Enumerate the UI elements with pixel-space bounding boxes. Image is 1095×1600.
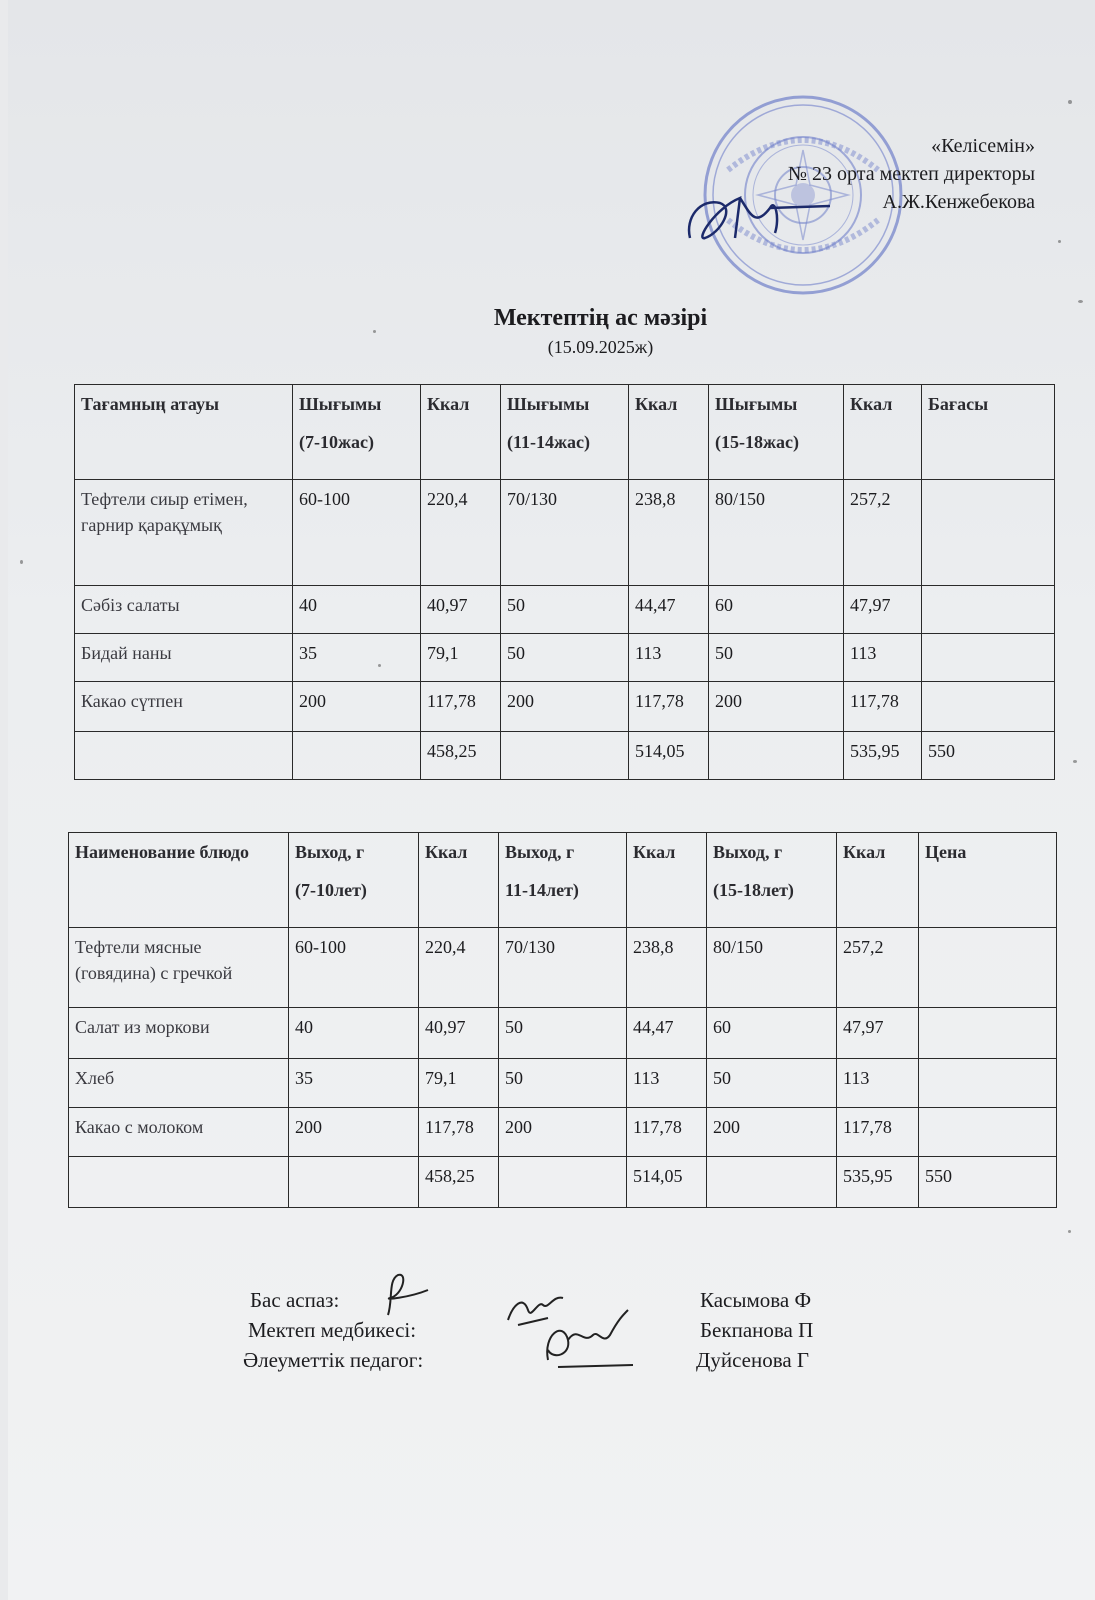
total-kcal-cell: 514,05 — [627, 1157, 707, 1208]
table-cell — [922, 682, 1055, 732]
table-cell: 79,1 — [421, 634, 501, 682]
table-cell: 60 — [709, 586, 844, 634]
table-total-row — [69, 1157, 1057, 1208]
dish-name-cell: Сәбіз салаты — [75, 586, 293, 634]
dish-name-cell: Хлеб — [69, 1059, 289, 1108]
document-page — [8, 0, 1095, 1600]
table-cell — [709, 732, 844, 780]
table-cell: 238,8 — [627, 928, 707, 1008]
menu-date: (15.09.2025ж) — [547, 337, 654, 357]
table-cell: 70/130 — [499, 928, 627, 1008]
dish-name-cell: Салат из моркови — [69, 1008, 289, 1059]
table-row — [75, 682, 1055, 732]
scan-speck — [1058, 240, 1061, 243]
table-cell: 117,78 — [627, 1108, 707, 1157]
signature-role-social-pedagogue: Әлеуметтік педагог: — [243, 1348, 424, 1372]
header-cell: Выход, г (15-18лет) — [707, 833, 837, 928]
header-cell: Ккал — [844, 385, 922, 480]
table-cell: 80/150 — [709, 480, 844, 586]
header-cell: Ккал — [419, 833, 499, 928]
table-cell — [919, 1059, 1057, 1108]
table-cell: 238,8 — [629, 480, 709, 586]
table-cell: 117,78 — [844, 682, 922, 732]
approval-block — [788, 132, 1035, 216]
table-cell: 220,4 — [421, 480, 501, 586]
menu-table-ru — [68, 832, 1057, 1208]
table-cell: 35 — [289, 1059, 419, 1108]
table-cell: 79,1 — [419, 1059, 499, 1108]
table-cell — [922, 480, 1055, 586]
header-cell: Шығымы (15-18жас) — [709, 385, 844, 480]
table-cell: 44,47 — [627, 1008, 707, 1059]
chef-signature — [368, 1270, 438, 1320]
signature-name-social-pedagogue: Дуйсенова Г — [696, 1348, 810, 1372]
header-cell: Цена — [919, 833, 1057, 928]
table-row — [75, 586, 1055, 634]
dish-name-cell: Какао сүтпен — [75, 682, 293, 732]
menu-table-kz — [74, 384, 1055, 780]
table-cell — [919, 928, 1057, 1008]
header-cell: Шығымы (7-10жас) — [293, 385, 421, 480]
table-cell: 50 — [501, 634, 629, 682]
table-cell — [293, 732, 421, 780]
table-cell: 200 — [293, 682, 421, 732]
table-row — [75, 634, 1055, 682]
dish-name-cell: Бидай наны — [75, 634, 293, 682]
total-kcal-cell: 535,95 — [837, 1157, 919, 1208]
table-cell: 40 — [293, 586, 421, 634]
table-cell: 113 — [629, 634, 709, 682]
header-cell: Ккал — [837, 833, 919, 928]
table-cell: 40,97 — [421, 586, 501, 634]
table-cell: 50 — [709, 634, 844, 682]
table-cell — [922, 634, 1055, 682]
header-cell: Тағамның атауы — [75, 385, 293, 480]
table-cell — [501, 732, 629, 780]
total-kcal-cell: 514,05 — [629, 732, 709, 780]
dish-name-cell: Какао с молоком — [69, 1108, 289, 1157]
header-cell: Шығымы (11-14жас) — [501, 385, 629, 480]
scan-speck — [1068, 1230, 1071, 1233]
table-cell: 113 — [837, 1059, 919, 1108]
dish-name-cell: Тефтели сиыр етімен, гарнир қарақұмық — [75, 480, 293, 586]
table-cell: 257,2 — [844, 480, 922, 586]
scan-speck — [1078, 300, 1083, 303]
approval-position: № 23 орта мектеп директоры — [787, 163, 1035, 185]
table-cell: 200 — [709, 682, 844, 732]
scan-speck — [1068, 100, 1072, 104]
table-cell — [922, 586, 1055, 634]
table-cell — [919, 1108, 1057, 1157]
table-cell: 200 — [707, 1108, 837, 1157]
signature-name-nurse: Бекпанова П — [700, 1318, 814, 1342]
scan-speck — [1073, 760, 1077, 763]
header-cell: Выход, г (7-10лет) — [289, 833, 419, 928]
social-pedagogue-signature — [538, 1305, 648, 1375]
table-cell: 47,97 — [837, 1008, 919, 1059]
table-cell — [75, 732, 293, 780]
table-cell: 35 — [293, 634, 421, 682]
table-cell: 70/130 — [501, 480, 629, 586]
total-kcal-cell: 535,95 — [844, 732, 922, 780]
table-cell: 50 — [499, 1008, 627, 1059]
table-cell: 200 — [499, 1108, 627, 1157]
table-cell — [919, 1008, 1057, 1059]
table-row — [75, 480, 1055, 586]
table-cell: 80/150 — [707, 928, 837, 1008]
total-kcal-cell: 458,25 — [421, 732, 501, 780]
table-cell: 113 — [627, 1059, 707, 1108]
table-cell: 220,4 — [419, 928, 499, 1008]
table-row — [69, 1108, 1057, 1157]
header-cell: Ккал — [627, 833, 707, 928]
header-cell: Ккал — [629, 385, 709, 480]
table-cell: 200 — [289, 1108, 419, 1157]
total-price-cell: 550 — [922, 732, 1055, 780]
table-cell: 50 — [707, 1059, 837, 1108]
table-cell: 60 — [707, 1008, 837, 1059]
table-row — [69, 1008, 1057, 1059]
total-price-cell: 550 — [919, 1157, 1057, 1208]
page-title: Мектептің ас мәзірі — [493, 305, 708, 331]
table-row — [69, 928, 1057, 1008]
table-cell: 117,78 — [421, 682, 501, 732]
table-total-row — [75, 732, 1055, 780]
table-cell — [499, 1157, 627, 1208]
signature-role-nurse: Мектеп медбикесі: — [248, 1318, 417, 1342]
table-cell: 47,97 — [844, 586, 922, 634]
table-cell: 60-100 — [293, 480, 421, 586]
table-cell: 60-100 — [289, 928, 419, 1008]
table-cell: 117,78 — [837, 1108, 919, 1157]
table-cell: 40 — [289, 1008, 419, 1059]
total-kcal-cell: 458,25 — [419, 1157, 499, 1208]
dish-name-cell: Тефтели мясные (говядина) с гречкой — [69, 928, 289, 1008]
header-cell: Ккал — [421, 385, 501, 480]
table-cell — [69, 1157, 289, 1208]
header-cell: Наименование блюдо — [69, 833, 289, 928]
table-cell — [289, 1157, 419, 1208]
table-cell: 50 — [501, 586, 629, 634]
table-cell: 200 — [501, 682, 629, 732]
table-cell: 113 — [844, 634, 922, 682]
table-cell: 257,2 — [837, 928, 919, 1008]
header-cell: Выход, г 11-14лет) — [499, 833, 627, 928]
table-cell: 44,47 — [629, 586, 709, 634]
table-cell: 117,78 — [419, 1108, 499, 1157]
header-cell: Бағасы — [922, 385, 1055, 480]
table-cell — [707, 1157, 837, 1208]
signature-name-chef: Касымова Ф — [700, 1288, 812, 1312]
table-cell: 117,78 — [629, 682, 709, 732]
table-row — [69, 1059, 1057, 1108]
approval-director-name: А.Ж.Кенжебекова — [882, 191, 1035, 213]
approval-heading: «Келісемін» — [931, 135, 1035, 157]
scan-speck — [20, 560, 23, 564]
table-cell: 50 — [499, 1059, 627, 1108]
signature-role-chef: Бас аспаз: — [250, 1288, 340, 1312]
table-cell: 40,97 — [419, 1008, 499, 1059]
